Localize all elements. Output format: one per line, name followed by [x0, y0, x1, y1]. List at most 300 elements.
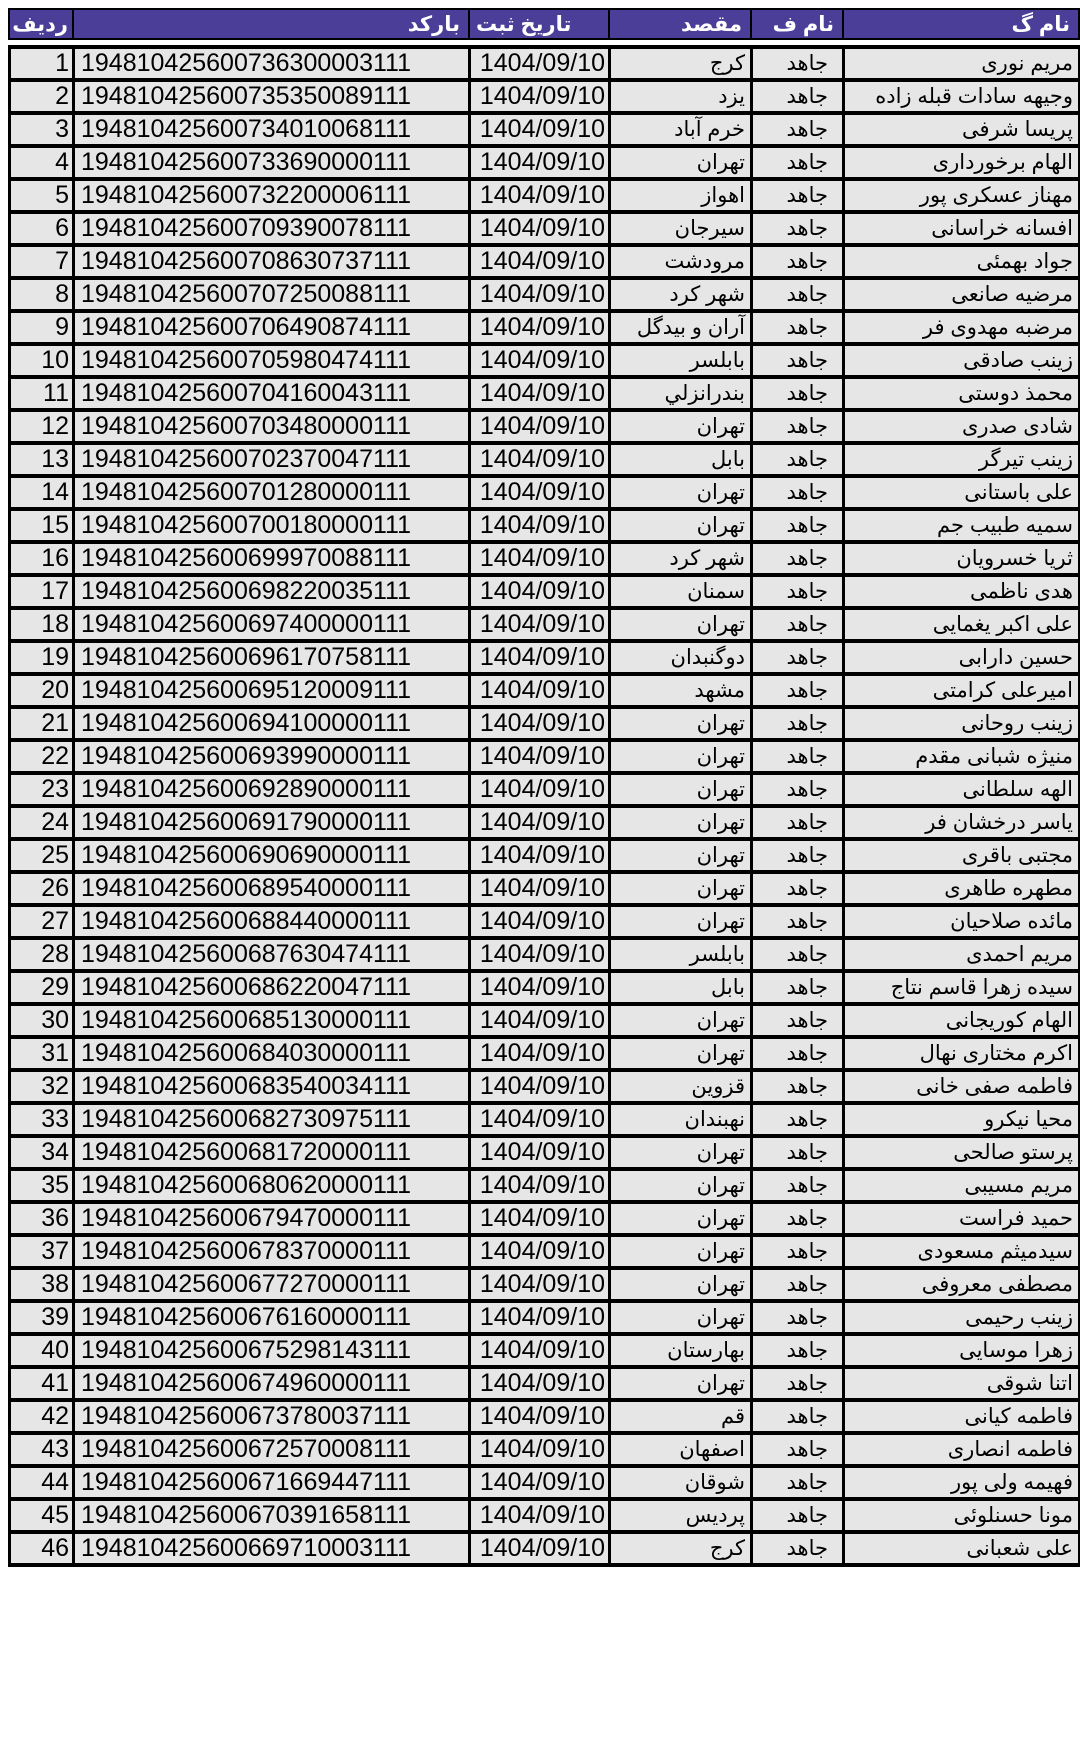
cell-barcode[interactable]: 194810425600707250088111 [74, 278, 470, 311]
cell-row-number[interactable]: 18 [10, 608, 74, 641]
cell-date[interactable]: 1404/09/10 [470, 377, 610, 410]
cell-row-number[interactable]: 32 [10, 1070, 74, 1103]
cell-name-g[interactable]: فاطمه کیانی [844, 1400, 1080, 1433]
cell-date[interactable]: 1404/09/10 [470, 773, 610, 806]
cell-name-g[interactable]: محمذ دوستی [844, 377, 1080, 410]
cell-destination[interactable]: تهران [610, 1169, 752, 1202]
cell-name-g[interactable]: محیا نیکرو [844, 1103, 1080, 1136]
cell-name-g[interactable]: اکرم مختاری نهال [844, 1037, 1080, 1070]
cell-destination[interactable]: تهران [610, 839, 752, 872]
cell-barcode[interactable]: 194810425600702370047111 [74, 443, 470, 476]
cell-date[interactable]: 1404/09/10 [470, 1136, 610, 1169]
cell-name-f[interactable]: جاهد [752, 80, 844, 113]
cell-row-number[interactable]: 22 [10, 740, 74, 773]
cell-row-number[interactable]: 36 [10, 1202, 74, 1235]
cell-destination[interactable]: مرودشت [610, 245, 752, 278]
cell-date[interactable]: 1404/09/10 [470, 212, 610, 245]
cell-barcode[interactable]: 194810425600698220035111 [74, 575, 470, 608]
cell-name-g[interactable]: یاسر درخشان فر [844, 806, 1080, 839]
cell-name-f[interactable]: جاهد [752, 1532, 844, 1565]
cell-destination[interactable]: تهران [610, 410, 752, 443]
cell-name-f[interactable]: جاهد [752, 1268, 844, 1301]
table-row [10, 773, 1080, 806]
cell-destination[interactable]: شوقان [610, 1466, 752, 1499]
cell-name-f[interactable]: جاهد [752, 575, 844, 608]
cell-row-number[interactable]: 16 [10, 542, 74, 575]
cell-name-f[interactable]: جاهد [752, 245, 844, 278]
cell-barcode[interactable]: 194810425600684030000111 [74, 1037, 470, 1070]
cell-name-f[interactable]: جاهد [752, 311, 844, 344]
cell-date[interactable]: 1404/09/10 [470, 1532, 610, 1565]
cell-row-number[interactable]: 8 [10, 278, 74, 311]
cell-name-f[interactable]: جاهد [752, 212, 844, 245]
cell-name-f[interactable]: جاهد [752, 179, 844, 212]
cell-date[interactable]: 1404/09/10 [470, 1499, 610, 1532]
cell-row-number[interactable]: 28 [10, 938, 74, 971]
cell-barcode[interactable]: 194810425600701280000111 [74, 476, 470, 509]
cell-row-number[interactable]: 39 [10, 1301, 74, 1334]
cell-name-g[interactable]: مریم نوری [844, 47, 1080, 80]
cell-destination[interactable]: سیرجان [610, 212, 752, 245]
table-row [10, 377, 1080, 410]
cell-date[interactable]: 1404/09/10 [470, 47, 610, 80]
cell-destination[interactable]: تهران [610, 476, 752, 509]
cell-date[interactable]: 1404/09/10 [470, 575, 610, 608]
cell-row-number[interactable]: 9 [10, 311, 74, 344]
cell-row-number[interactable]: 42 [10, 1400, 74, 1433]
cell-barcode[interactable]: 194810425600735350089111 [74, 80, 470, 113]
cell-row-number[interactable]: 13 [10, 443, 74, 476]
cell-destination[interactable]: تهران [610, 905, 752, 938]
table-row [10, 1466, 1080, 1499]
cell-destination[interactable]: تهران [610, 1004, 752, 1037]
cell-name-g[interactable]: منیژه شبانی مقدم [844, 740, 1080, 773]
cell-name-g[interactable]: سمیه طبیب جم [844, 509, 1080, 542]
cell-destination[interactable]: بابلسر [610, 938, 752, 971]
cell-date[interactable]: 1404/09/10 [470, 179, 610, 212]
cell-name-f[interactable]: جاهد [752, 1400, 844, 1433]
cell-destination[interactable]: تهران [610, 872, 752, 905]
cell-row-number[interactable]: 14 [10, 476, 74, 509]
cell-date[interactable]: 1404/09/10 [470, 608, 610, 641]
cell-name-g[interactable]: امیرعلی کرامتی [844, 674, 1080, 707]
cell-row-number[interactable]: 33 [10, 1103, 74, 1136]
cell-barcode[interactable]: 194810425600732200006111 [74, 179, 470, 212]
cell-row-number[interactable]: 21 [10, 707, 74, 740]
cell-name-f[interactable]: جاهد [752, 1169, 844, 1202]
cell-date[interactable]: 1404/09/10 [470, 1202, 610, 1235]
cell-destination[interactable]: نهبندان [610, 1103, 752, 1136]
cell-date[interactable]: 1404/09/10 [470, 113, 610, 146]
table-row [10, 872, 1080, 905]
header-row-number[interactable]: ردیف [9, 9, 73, 39]
cell-name-f[interactable]: جاهد [752, 476, 844, 509]
cell-barcode[interactable]: 194810425600705980474111 [74, 344, 470, 377]
cell-date[interactable]: 1404/09/10 [470, 476, 610, 509]
table-row [10, 311, 1080, 344]
cell-name-g[interactable]: مجتبی باقری [844, 839, 1080, 872]
cell-date[interactable]: 1404/09/10 [470, 1169, 610, 1202]
cell-destination[interactable]: مشهد [610, 674, 752, 707]
cell-name-g[interactable]: مطهره طاهری [844, 872, 1080, 905]
cell-name-g[interactable]: جواد بهمئی [844, 245, 1080, 278]
cell-name-f[interactable]: جاهد [752, 641, 844, 674]
cell-date[interactable]: 1404/09/10 [470, 938, 610, 971]
cell-barcode[interactable]: 194810425600693990000111 [74, 740, 470, 773]
cell-barcode[interactable]: 194810425600682730975111 [74, 1103, 470, 1136]
cell-date[interactable]: 1404/09/10 [470, 1268, 610, 1301]
cell-barcode[interactable]: 194810425600675298143111 [74, 1334, 470, 1367]
cell-destination[interactable]: تهران [610, 773, 752, 806]
cell-barcode[interactable]: 194810425600706490874111 [74, 311, 470, 344]
cell-barcode[interactable]: 194810425600683540034111 [74, 1070, 470, 1103]
cell-barcode[interactable]: 194810425600687630474111 [74, 938, 470, 971]
cell-date[interactable]: 1404/09/10 [470, 1367, 610, 1400]
cell-name-f[interactable]: جاهد [752, 1433, 844, 1466]
cell-row-number[interactable]: 7 [10, 245, 74, 278]
cell-name-g[interactable]: سیدمیثم مسعودی [844, 1235, 1080, 1268]
cell-barcode[interactable]: 194810425600678370000111 [74, 1235, 470, 1268]
cell-barcode[interactable]: 194810425600734010068111 [74, 113, 470, 146]
cell-barcode[interactable]: 194810425600700180000111 [74, 509, 470, 542]
cell-name-g[interactable]: علی باستانی [844, 476, 1080, 509]
cell-name-g[interactable]: مرضیه صانعی [844, 278, 1080, 311]
cell-destination[interactable]: قزوین [610, 1070, 752, 1103]
cell-barcode[interactable]: 194810425600697400000111 [74, 608, 470, 641]
cell-destination[interactable]: شهر کرد [610, 542, 752, 575]
cell-date[interactable]: 1404/09/10 [470, 1433, 610, 1466]
cell-date[interactable]: 1404/09/10 [470, 806, 610, 839]
cell-name-f[interactable]: جاهد [752, 1037, 844, 1070]
cell-name-g[interactable]: شادی صدری [844, 410, 1080, 443]
cell-name-f[interactable]: جاهد [752, 1103, 844, 1136]
cell-name-f[interactable]: جاهد [752, 344, 844, 377]
cell-row-number[interactable]: 23 [10, 773, 74, 806]
cell-name-g[interactable]: مرضبه مهدوی فر [844, 311, 1080, 344]
cell-name-f[interactable]: جاهد [752, 1301, 844, 1334]
cell-name-f[interactable]: جاهد [752, 872, 844, 905]
cell-row-number[interactable]: 12 [10, 410, 74, 443]
cell-name-f[interactable]: جاهد [752, 1004, 844, 1037]
cell-name-f[interactable]: جاهد [752, 377, 844, 410]
cell-row-number[interactable]: 3 [10, 113, 74, 146]
table-row [10, 278, 1080, 311]
cell-row-number[interactable]: 35 [10, 1169, 74, 1202]
cell-barcode[interactable]: 194810425600695120009111 [74, 674, 470, 707]
header-barcode[interactable]: بارکد [73, 9, 469, 39]
table-row [10, 443, 1080, 476]
cell-name-f[interactable]: جاهد [752, 443, 844, 476]
cell-barcode[interactable]: 194810425600679470000111 [74, 1202, 470, 1235]
table-row [10, 245, 1080, 278]
cell-destination[interactable]: تهران [610, 1367, 752, 1400]
table-row [10, 707, 1080, 740]
cell-name-f[interactable]: جاهد [752, 1466, 844, 1499]
cell-name-f[interactable]: جاهد [752, 707, 844, 740]
cell-name-f[interactable]: جاهد [752, 839, 844, 872]
cell-barcode[interactable]: 194810425600686220047111 [74, 971, 470, 1004]
cell-destination[interactable]: بهارستان [610, 1334, 752, 1367]
cell-destination[interactable]: اهواز [610, 179, 752, 212]
cell-row-number[interactable]: 17 [10, 575, 74, 608]
table-row [10, 1169, 1080, 1202]
cell-name-g[interactable]: مائده صلاحیان [844, 905, 1080, 938]
cell-name-g[interactable]: حسین دارابی [844, 641, 1080, 674]
cell-date[interactable]: 1404/09/10 [470, 146, 610, 179]
cell-name-f[interactable]: جاهد [752, 674, 844, 707]
cell-date[interactable]: 1404/09/10 [470, 1301, 610, 1334]
cell-barcode[interactable]: 194810425600672570008111 [74, 1433, 470, 1466]
cell-date[interactable]: 1404/09/10 [470, 278, 610, 311]
cell-name-g[interactable]: پرستو صالحی [844, 1136, 1080, 1169]
cell-name-f[interactable]: جاهد [752, 1499, 844, 1532]
cell-date[interactable]: 1404/09/10 [470, 509, 610, 542]
cell-destination[interactable]: تهران [610, 1235, 752, 1268]
cell-date[interactable]: 1404/09/10 [470, 674, 610, 707]
cell-barcode[interactable]: 194810425600676160000111 [74, 1301, 470, 1334]
cell-name-f[interactable]: جاهد [752, 1367, 844, 1400]
cell-destination[interactable]: تهران [610, 146, 752, 179]
cell-destination[interactable]: بابلسر [610, 344, 752, 377]
cell-destination[interactable]: خرم آباد [610, 113, 752, 146]
cell-date[interactable]: 1404/09/10 [470, 1037, 610, 1070]
table-row [10, 476, 1080, 509]
cell-barcode[interactable]: 194810425600692890000111 [74, 773, 470, 806]
cell-barcode[interactable]: 194810425600691790000111 [74, 806, 470, 839]
cell-destination[interactable]: تهران [610, 740, 752, 773]
cell-destination[interactable]: اصفهان [610, 1433, 752, 1466]
cell-date[interactable]: 1404/09/10 [470, 80, 610, 113]
cell-row-number[interactable]: 5 [10, 179, 74, 212]
cell-barcode[interactable]: 194810425600696170758111 [74, 641, 470, 674]
cell-row-number[interactable]: 25 [10, 839, 74, 872]
cell-name-f[interactable]: جاهد [752, 47, 844, 80]
cell-name-g[interactable]: سیده زهرا قاسم نتاج [844, 971, 1080, 1004]
cell-row-number[interactable]: 24 [10, 806, 74, 839]
cell-destination[interactable]: تهران [610, 1268, 752, 1301]
cell-name-g[interactable]: حمید فراست [844, 1202, 1080, 1235]
cell-name-g[interactable]: مریم مسیبی [844, 1169, 1080, 1202]
cell-name-g[interactable]: پریسا شرفی [844, 113, 1080, 146]
cell-name-f[interactable]: جاهد [752, 773, 844, 806]
cell-name-g[interactable]: زینب صادقی [844, 344, 1080, 377]
cell-destination[interactable]: آران و بیدگل [610, 311, 752, 344]
cell-destination[interactable]: تهران [610, 1136, 752, 1169]
cell-name-g[interactable]: الهه سلطانی [844, 773, 1080, 806]
cell-destination[interactable]: تهران [610, 1301, 752, 1334]
cell-destination[interactable]: تهران [610, 1037, 752, 1070]
cell-name-f[interactable]: جاهد [752, 608, 844, 641]
cell-destination[interactable]: تهران [610, 509, 752, 542]
cell-date[interactable]: 1404/09/10 [470, 542, 610, 575]
cell-name-f[interactable]: جاهد [752, 113, 844, 146]
cell-date[interactable]: 1404/09/10 [470, 344, 610, 377]
cell-date[interactable]: 1404/09/10 [470, 443, 610, 476]
cell-destination[interactable]: شهر کرد [610, 278, 752, 311]
cell-barcode[interactable]: 194810425600690690000111 [74, 839, 470, 872]
cell-row-number[interactable]: 1 [10, 47, 74, 80]
cell-barcode[interactable]: 194810425600709390078111 [74, 212, 470, 245]
cell-barcode[interactable]: 194810425600736300003111 [74, 47, 470, 80]
cell-destination[interactable]: سمنان [610, 575, 752, 608]
cell-name-g[interactable]: زهرا موسایی [844, 1334, 1080, 1367]
cell-destination[interactable]: تهران [610, 1202, 752, 1235]
cell-name-f[interactable]: جاهد [752, 1070, 844, 1103]
cell-row-number[interactable]: 31 [10, 1037, 74, 1070]
cell-row-number[interactable]: 43 [10, 1433, 74, 1466]
cell-date[interactable]: 1404/09/10 [470, 1334, 610, 1367]
cell-date[interactable]: 1404/09/10 [470, 245, 610, 278]
cell-date[interactable]: 1404/09/10 [470, 740, 610, 773]
cell-barcode[interactable]: 194810425600671669447111 [74, 1466, 470, 1499]
table-row [10, 509, 1080, 542]
cell-date[interactable]: 1404/09/10 [470, 1235, 610, 1268]
cell-name-g[interactable]: اتنا شوقی [844, 1367, 1080, 1400]
header-date[interactable]: تاریخ ثبت [469, 9, 609, 39]
cell-date[interactable]: 1404/09/10 [470, 1070, 610, 1103]
cell-date[interactable]: 1404/09/10 [470, 971, 610, 1004]
cell-name-g[interactable]: هدی ناظمی [844, 575, 1080, 608]
cell-row-number[interactable]: 44 [10, 1466, 74, 1499]
cell-barcode[interactable]: 194810425600703480000111 [74, 410, 470, 443]
table-row [10, 1103, 1080, 1136]
cell-name-f[interactable]: جاهد [752, 1136, 844, 1169]
cell-row-number[interactable]: 38 [10, 1268, 74, 1301]
cell-date[interactable]: 1404/09/10 [470, 641, 610, 674]
header-name-g[interactable]: نام گ [843, 9, 1079, 39]
cell-barcode[interactable]: 194810425600670391658111 [74, 1499, 470, 1532]
table-row [10, 1532, 1080, 1565]
cell-name-g[interactable]: علی شعبانی [844, 1532, 1080, 1565]
cell-name-g[interactable]: افسانه خراسانی [844, 212, 1080, 245]
cell-name-g[interactable]: وجیهه سادات قبله زاده [844, 80, 1080, 113]
cell-name-g[interactable]: فاطمه صفی خانی [844, 1070, 1080, 1103]
cell-name-g[interactable]: فهیمه ولی پور [844, 1466, 1080, 1499]
cell-barcode[interactable]: 194810425600681720000111 [74, 1136, 470, 1169]
cell-date[interactable]: 1404/09/10 [470, 1466, 610, 1499]
cell-name-f[interactable]: جاهد [752, 740, 844, 773]
cell-date[interactable]: 1404/09/10 [470, 872, 610, 905]
cell-name-f[interactable]: جاهد [752, 542, 844, 575]
cell-row-number[interactable]: 2 [10, 80, 74, 113]
cell-barcode[interactable]: 194810425600689540000111 [74, 872, 470, 905]
cell-name-g[interactable]: زینب روحانی [844, 707, 1080, 740]
cell-date[interactable]: 1404/09/10 [470, 905, 610, 938]
header-name-f[interactable]: نام ف [751, 9, 843, 39]
cell-row-number[interactable]: 37 [10, 1235, 74, 1268]
cell-barcode[interactable]: 194810425600708630737111 [74, 245, 470, 278]
cell-destination[interactable]: دوگنبدان [610, 641, 752, 674]
cell-name-g[interactable]: مریم احمدی [844, 938, 1080, 971]
cell-destination[interactable]: قم [610, 1400, 752, 1433]
table-row [10, 839, 1080, 872]
header-destination[interactable]: مقصد [609, 9, 751, 39]
cell-destination[interactable]: تهران [610, 806, 752, 839]
cell-name-g[interactable]: الهام برخورداری [844, 146, 1080, 179]
cell-destination[interactable]: بابل [610, 443, 752, 476]
cell-row-number[interactable]: 4 [10, 146, 74, 179]
cell-name-f[interactable]: جاهد [752, 146, 844, 179]
cell-destination[interactable]: بندرانزلي [610, 377, 752, 410]
cell-row-number[interactable]: 19 [10, 641, 74, 674]
cell-row-number[interactable]: 11 [10, 377, 74, 410]
cell-destination[interactable]: کرج [610, 47, 752, 80]
cell-date[interactable]: 1404/09/10 [470, 1004, 610, 1037]
cell-row-number[interactable]: 40 [10, 1334, 74, 1367]
cell-row-number[interactable]: 15 [10, 509, 74, 542]
cell-row-number[interactable]: 46 [10, 1532, 74, 1565]
cell-name-f[interactable]: جاهد [752, 971, 844, 1004]
cell-name-f[interactable]: جاهد [752, 1235, 844, 1268]
cell-name-f[interactable]: جاهد [752, 509, 844, 542]
cell-name-g[interactable]: زینب رحیمی [844, 1301, 1080, 1334]
cell-name-g[interactable]: مصطفی معروفی [844, 1268, 1080, 1301]
cell-barcode[interactable]: 194810425600688440000111 [74, 905, 470, 938]
cell-destination[interactable]: تهران [610, 707, 752, 740]
cell-name-f[interactable]: جاهد [752, 938, 844, 971]
table-body [10, 47, 1080, 1565]
cell-date[interactable]: 1404/09/10 [470, 311, 610, 344]
cell-name-g[interactable]: مهناز عسکری پور [844, 179, 1080, 212]
cell-destination[interactable]: پردیس [610, 1499, 752, 1532]
cell-name-g[interactable]: زینب تیرگر [844, 443, 1080, 476]
cell-row-number[interactable]: 6 [10, 212, 74, 245]
cell-date[interactable]: 1404/09/10 [470, 410, 610, 443]
table-row [10, 1400, 1080, 1433]
cell-date[interactable]: 1404/09/10 [470, 839, 610, 872]
cell-name-g[interactable]: فاطمه انصاری [844, 1433, 1080, 1466]
cell-date[interactable]: 1404/09/10 [470, 1400, 610, 1433]
cell-row-number[interactable]: 29 [10, 971, 74, 1004]
cell-destination[interactable]: کرج [610, 1532, 752, 1565]
cell-barcode[interactable]: 194810425600685130000111 [74, 1004, 470, 1037]
cell-barcode[interactable]: 194810425600669710003111 [74, 1532, 470, 1565]
cell-name-f[interactable]: جاهد [752, 806, 844, 839]
cell-name-g[interactable]: ثریا خسرویان [844, 542, 1080, 575]
cell-row-number[interactable]: 41 [10, 1367, 74, 1400]
cell-name-g[interactable]: الهام کوریجانی [844, 1004, 1080, 1037]
cell-destination[interactable]: یزد [610, 80, 752, 113]
cell-date[interactable]: 1404/09/10 [470, 1103, 610, 1136]
cell-name-g[interactable]: علی اکبر یغمایی [844, 608, 1080, 641]
cell-row-number[interactable]: 10 [10, 344, 74, 377]
cell-name-f[interactable]: جاهد [752, 1202, 844, 1235]
cell-name-f[interactable]: جاهد [752, 410, 844, 443]
cell-destination[interactable]: بابل [610, 971, 752, 1004]
cell-row-number[interactable]: 30 [10, 1004, 74, 1037]
cell-barcode[interactable]: 194810425600674960000111 [74, 1367, 470, 1400]
cell-row-number[interactable]: 26 [10, 872, 74, 905]
cell-barcode[interactable]: 194810425600694100000111 [74, 707, 470, 740]
cell-row-number[interactable]: 20 [10, 674, 74, 707]
cell-row-number[interactable]: 45 [10, 1499, 74, 1532]
cell-barcode[interactable]: 194810425600704160043111 [74, 377, 470, 410]
cell-row-number[interactable]: 34 [10, 1136, 74, 1169]
cell-barcode[interactable]: 194810425600733690000111 [74, 146, 470, 179]
cell-barcode[interactable]: 194810425600673780037111 [74, 1400, 470, 1433]
cell-name-f[interactable]: جاهد [752, 278, 844, 311]
cell-barcode[interactable]: 194810425600677270000111 [74, 1268, 470, 1301]
table-row [10, 146, 1080, 179]
cell-name-f[interactable]: جاهد [752, 905, 844, 938]
cell-barcode[interactable]: 194810425600699970088111 [74, 542, 470, 575]
cell-barcode[interactable]: 194810425600680620000111 [74, 1169, 470, 1202]
cell-name-g[interactable]: مونا حسنلوئی [844, 1499, 1080, 1532]
cell-name-f[interactable]: جاهد [752, 1334, 844, 1367]
cell-date[interactable]: 1404/09/10 [470, 707, 610, 740]
cell-destination[interactable]: تهران [610, 608, 752, 641]
cell-row-number[interactable]: 27 [10, 905, 74, 938]
